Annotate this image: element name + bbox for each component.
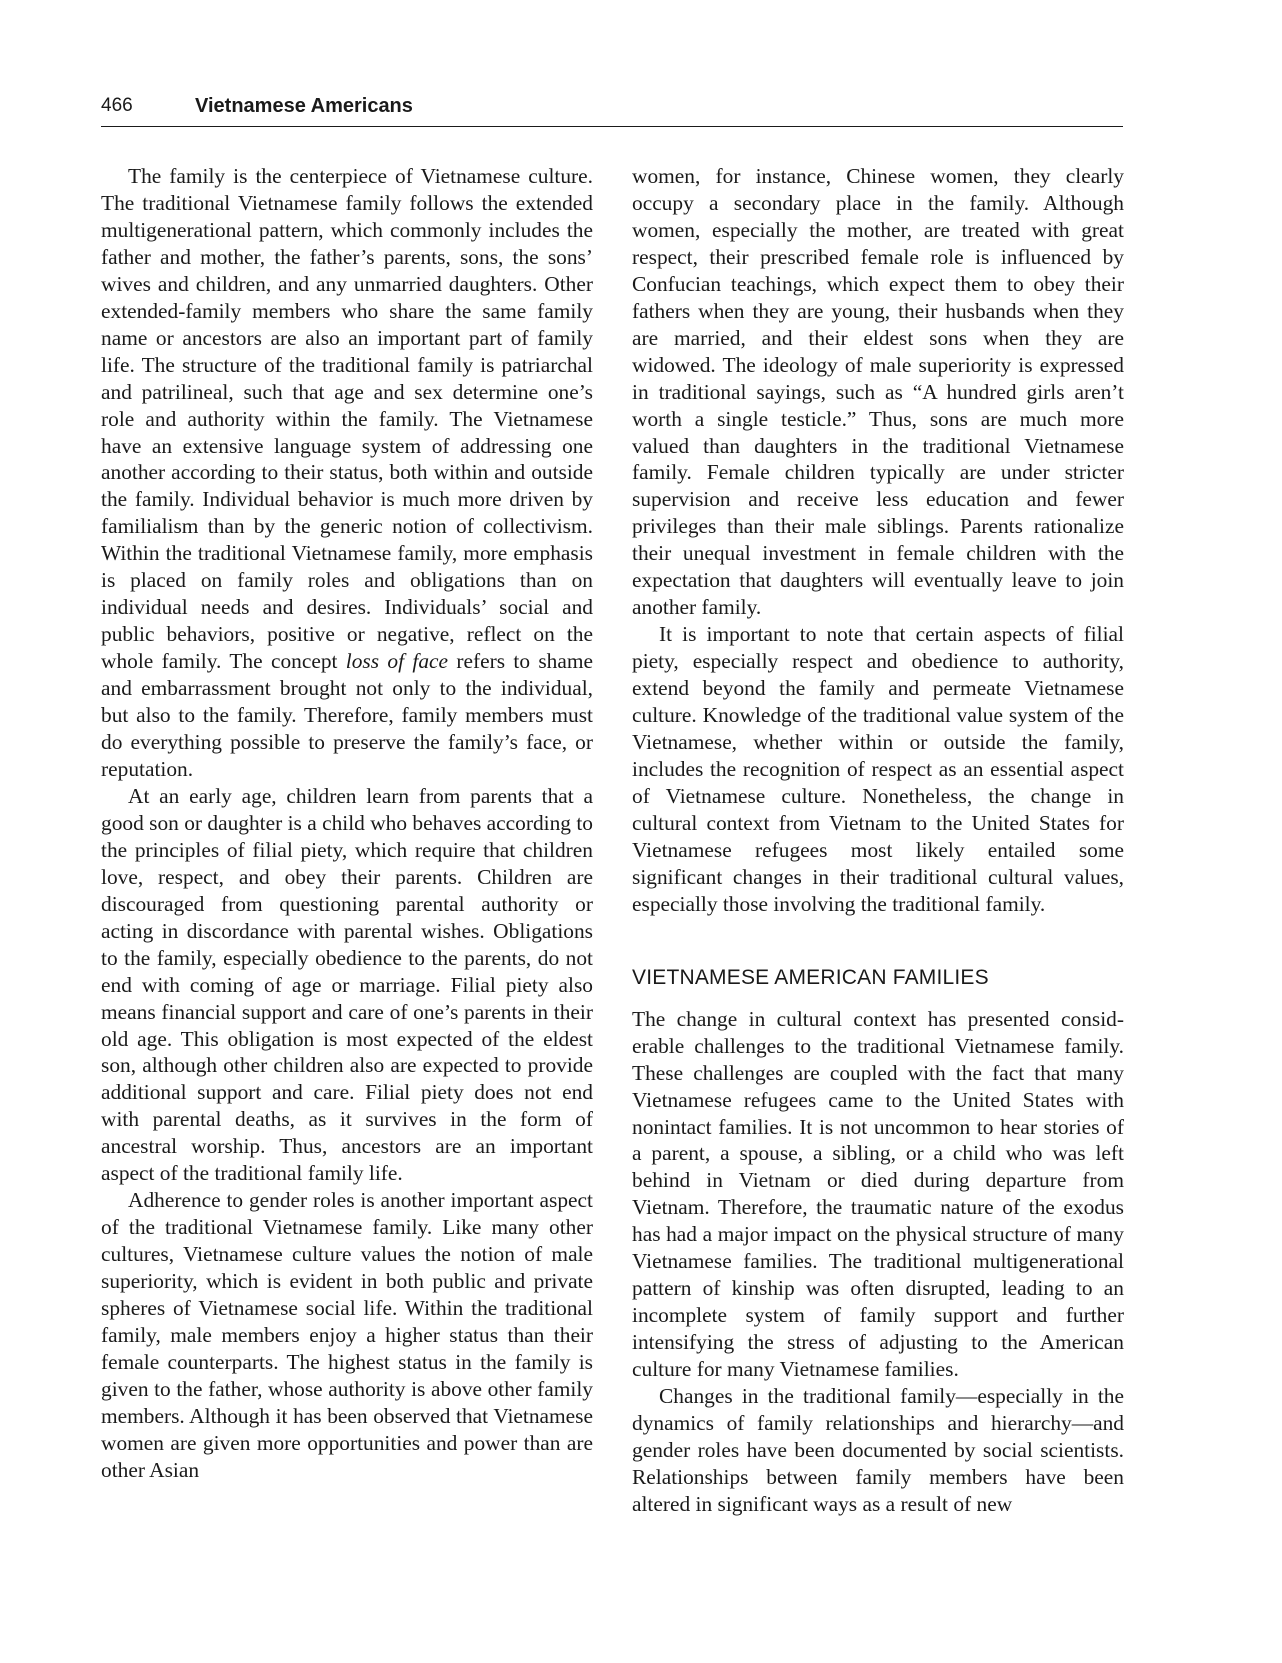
paragraph-continued-gender-roles: women, for instance, Chinese women, they clearly occupy a secondary place in the family. Although women, especially the mother, are treated with great respect, their prescribed female role is influenced by Confucian teachings, which expect them to obey their fathers when they are young, their husbands when they are married, and their eldest sons when they are widowed. The ideology of male superiority is expressed in traditional sayings, such as “A hundred girls aren’t worth a single testicle.” Thus, sons are much more valued than daughters in the traditional Vietnamese family. Female children typically are under stricter supervision and receive less education and fewer privileges than their male siblings. Parents rationalize their unequal investment in female children with the expectation that daughters will eventually leave to join another family.	[632, 164, 1124, 620]
paragraph-filial-piety: At an early age, children learn from parents that a good son or daughter is a child who behaves according to the principles of filial piety, which require that children love, respect, and obey their parents. Children are discouraged from questioning parental authority or acting in discordance with parental wishes. Obligations to the family, especially obedience to the parents, do not end with coming of age or marriage. Filial piety also means financial support and care of one’s parents in their old age. This obligation is most expected of the eldest son, although other children also are expected to provide additional support and care. Filial piety does not end with parental deaths, as it survives in the form of ancestral worship. Thus, ancestors are an important aspect of the traditional family life.	[101, 783, 593, 1186]
running-header	[101, 94, 1123, 127]
page-number: 466	[101, 95, 133, 116]
running-title: Vietnamese Americans	[195, 95, 413, 117]
paragraph-family-changes: Changes in the traditional family—especially in the dynamics of family relationships and hierarchy—and gender roles have been documented by social scientists. Relationships between family members have been altered in significant ways as a result of new	[632, 1384, 1124, 1516]
paragraph-cultural-context-change: The change in cultural context has presented considerable challenges to the traditional Vietnamese family. These challenges are coupled with the fact that many Vietnamese refugees came to the United States with nonintact families. It is not uncommon to hear stories of a parent, a spouse, a sibling, or a child who was left behind in Vietnam or died during departure from Vietnam. Therefore, the traumatic nature of the exodus has had a major impact on the physical structure of many Vietnamese families. The traditional multigenerational pattern of kinship was often disrupted, leading to an incomplete system of family support and further intensifying the stress of adjusting to the American culture for many Vietnamese families.	[632, 1006, 1124, 1382]
paragraph-text: refers to shame and embarrassment brought not only to the individual, but also to the family. Therefore, family members must do everything possible to preserve the family’s face, or reputation.	[101, 649, 594, 781]
paragraph-family-centerpiece	[101, 163, 593, 783]
paragraph-gender-roles: Adherence to gender roles is another important aspect of the traditional Vietnamese family. Like many other cultures, Vietnamese culture values the notion of male superiority, which is evident in both public and private spheres of Vietnamese social life. Within the traditional family, male members enjoy a higher status than their female counterparts. The highest status in the family is given to the father, whose authority is above other family members. Although it has been observed that Vietnamese women are given more opportunities and power than are other Asian	[101, 1188, 593, 1482]
paragraph-text: The family is the centerpiece of Vietnamese culture. The traditional Vietnamese family follows the extended multigenerational pattern, which commonly includes the father and mother, the father’s parents, sons, the sons’ wives and children, and any unmarried daughters. Other extended-family members who share the same family name or ancestors are also an important part of family life. The structure of the traditional family is patriarchal and patrilineal, such that age and sex determine one’s role and authority within the family. The Vietnamese have an extensive language system of addressing one another according to their status, both within and outside the family. Individual behavior is much more driven by familialism than by the generic notion of collectivism. Within the traditional Vietnamese family, more emphasis is placed on family roles and obligations than on individual needs and desires. Individuals’ social and public behaviors, positive or negative, reflect on the whole family. The concept	[101, 164, 593, 674]
left-column	[101, 163, 593, 1484]
section-heading: VIETNAMESE AMERICAN FAMILIES	[632, 965, 989, 989]
paragraph-respect-authority: It is important to note that certain aspects of filial piety, especially respect and obedience to authority, extend beyond the family and permeate Vietnamese culture. Knowledge of the traditional value system of the Vietnamese, whether within or outside the family, includes the recognition of respect as an essential aspect of Vietnamese culture. Nonetheless, the change in cultural context from Vietnam to the United States for Vietnamese refugees most likely entailed some significant changes in their traditional cultural values, especially those involving the traditional family.	[632, 622, 1124, 916]
right-column	[632, 163, 1124, 1518]
emphasized-term: loss of face	[345, 649, 449, 674]
